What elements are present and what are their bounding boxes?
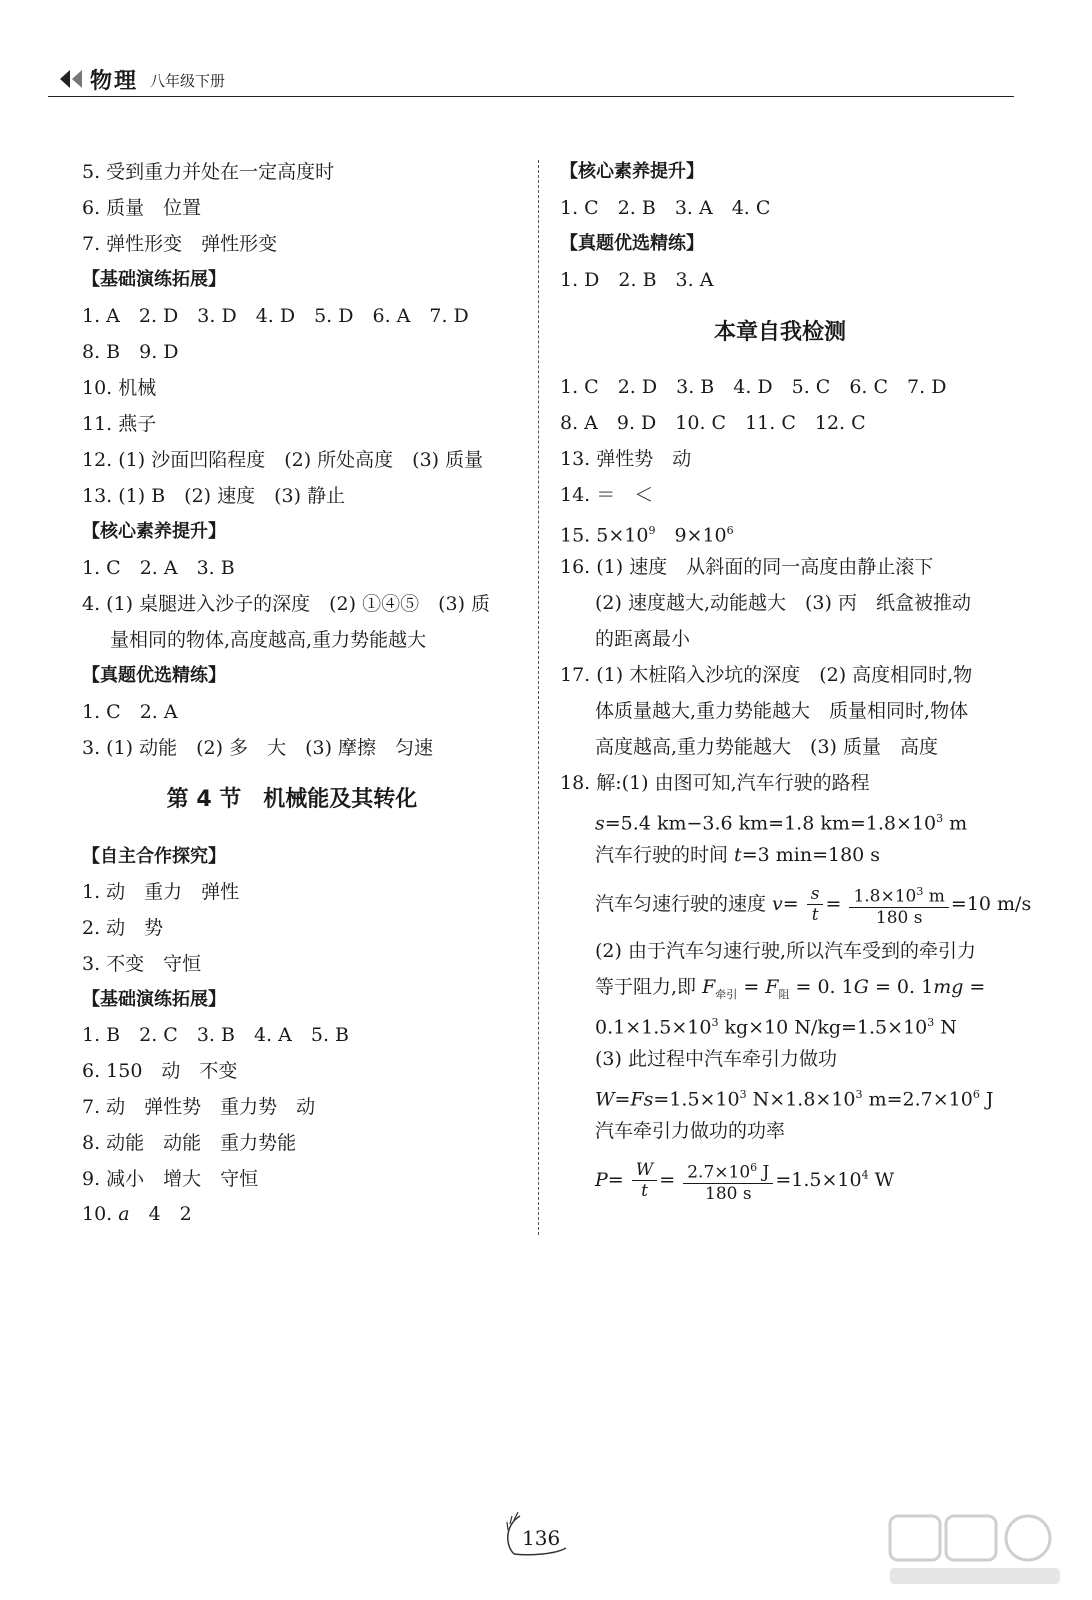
answer-line: (2) 由于汽车匀速行驶,所以汽车受到的牵引力 xyxy=(595,940,976,962)
answer-line: 的距离最小 xyxy=(595,628,691,650)
answer-line: 17. (1) 木桩陷入沙坑的深度 (2) 高度相同时,物 xyxy=(560,664,973,686)
answer-line: 1. 动 重力 弹性 xyxy=(82,881,240,903)
formula-line: 等于阻力,即 $F_{牵引} = F_阻 = 0$. 1G = 0. 1mg = xyxy=(595,976,986,1001)
answer-line: 1. C 2. B 3. A 4. C xyxy=(560,197,771,219)
answer-line: 量相同的物体,高度越高,重力势能越大 xyxy=(110,629,427,651)
answer-line: 1. C 2. A 3. B xyxy=(82,557,235,579)
answer-line: 10. 机械 xyxy=(82,377,157,399)
answer-line: 高度越高,重力势能越大 (3) 质量 高度 xyxy=(595,736,938,758)
section-title: 第 4 节 机械能及其转化 xyxy=(166,787,418,812)
book-logo-icon xyxy=(58,68,86,94)
answer-line: 3. (1) 动能 (2) 多 大 (3) 摩擦 匀速 xyxy=(82,737,434,759)
answer-line: 10. a 4 2 xyxy=(82,1203,192,1225)
answer-line: 8. B 9. D xyxy=(82,341,179,363)
answer-line: (3) 此过程中汽车牵引力做功 xyxy=(595,1048,837,1070)
answer-line: 12. (1) 沙面凹陷程度 (2) 所处高度 (3) 质量 xyxy=(82,449,484,471)
answer-line: 1. A 2. D 3. D 4. D 5. D 6. A 7. D xyxy=(82,305,469,327)
answer-line: 7. 弹性形变 弹性形变 xyxy=(82,233,278,255)
fraction: $\frac{1.8\times 10^3 m}{180 s}$ xyxy=(849,882,948,928)
grade-label: 八年级下册 xyxy=(150,72,226,90)
answer-line: 13. 弹性势 动 xyxy=(560,448,692,470)
page-number: 136 xyxy=(522,1526,561,1550)
answer-line: 6. 150 动 不变 xyxy=(82,1060,238,1082)
fraction: $\frac{2.7\times 10^6 J}{180 s}$ xyxy=(683,1158,773,1204)
answer-line: 8. A 9. D 10. C 11. C 12. C xyxy=(560,412,866,434)
section-heading: 【核心素养提升】 xyxy=(82,521,226,542)
formula-line: P= $\frac{W}{t}$ = $\frac{2.7\times 10^6 J}{180 s}$ $=1.5\times 10^4$ W xyxy=(595,1158,894,1204)
answer-line: 7. 动 弹性势 重力势 动 xyxy=(82,1096,316,1118)
answer-line: 16. (1) 速度 从斜面的同一高度由静止滚下 xyxy=(560,556,934,578)
watermark-logo-icon xyxy=(880,1510,1070,1594)
answer-line: 8. 动能 动能 重力势能 xyxy=(82,1132,297,1154)
formula-line: s=5.4 km−3.6 km=1.8 $km=1.8\times 10^3$ m xyxy=(595,812,968,835)
section-heading: 【基础演练拓展】 xyxy=(82,989,226,1010)
chapter-title: 本章自我检测 xyxy=(713,320,846,345)
answer-line: 14. ＝ ＜ xyxy=(560,484,654,506)
answer-line: 1. C 2. A xyxy=(82,701,178,723)
answer-line: 1. D 2. B 3. A xyxy=(560,269,714,291)
answer-line: 15. $5\times 10^9$ $9\times 10^6$ xyxy=(560,524,734,547)
fraction: $\frac{W}{t}$ xyxy=(632,1160,657,1201)
answer-line: (2) 速度越大,动能越大 (3) 丙 纸盒被推动 xyxy=(595,592,971,614)
section-heading: 【核心素养提升】 xyxy=(560,161,704,182)
fraction: $\frac{s}{t}$ xyxy=(807,884,824,925)
subject-title: 物理 xyxy=(90,68,139,94)
answer-line: 9. 减小 增大 守恒 xyxy=(82,1168,259,1190)
answer-line: 4. (1) 桌腿进入沙子的深度 (2) ①④⑤ (3) 质 xyxy=(82,593,491,615)
answer-line: 5. 受到重力并处在一定高度时 xyxy=(82,161,335,183)
section-heading: 【自主合作探究】 xyxy=(82,846,226,867)
answer-line: 1. C 2. D 3. B 4. D 5. C 6. C 7. D xyxy=(560,376,947,398)
column-divider xyxy=(538,160,539,1235)
answer-line: 6. 质量 位置 xyxy=(82,197,202,219)
formula-line: $0.1\times 1.5\times 10^3$ kg×10 $N/kg=1.5\times 10^3$ N xyxy=(595,1016,957,1039)
answer-line: 13. (1) B (2) 速度 (3) 静止 xyxy=(82,485,346,507)
formula-line: 汽车匀速行驶的速度 v= $\frac{s}{t}$ = $\frac{1.8\times 10^3 m}{180 s}$ =10 m/s xyxy=(595,882,1031,928)
answer-line: 体质量越大,重力势能越大 质量相同时,物体 xyxy=(595,700,969,722)
answer-line: 2. 动 势 xyxy=(82,917,164,939)
section-heading: 【真题优选精练】 xyxy=(82,665,226,686)
answer-line: 3. 不变 守恒 xyxy=(82,953,202,975)
formula-line: 汽车行驶的时间 t=3 min=180 s xyxy=(595,844,881,866)
page-header xyxy=(48,60,1014,97)
answer-line: 1. B 2. C 3. B 4. A 5. B xyxy=(82,1024,349,1046)
section-heading: 【真题优选精练】 xyxy=(560,233,704,254)
answer-line: 11. 燕子 xyxy=(82,413,157,435)
answer-line: 18. 解:(1) 由图可知,汽车行驶的路程 xyxy=(560,772,870,794)
formula-line: $W=Fs=1.5\times 10^3$ $N\times 1.8\times 10^3$ $m=2.7\times 10^6$ J xyxy=(595,1088,994,1111)
section-heading: 【基础演练拓展】 xyxy=(82,269,226,290)
answer-line: 汽车牵引力做功的功率 xyxy=(595,1120,786,1142)
